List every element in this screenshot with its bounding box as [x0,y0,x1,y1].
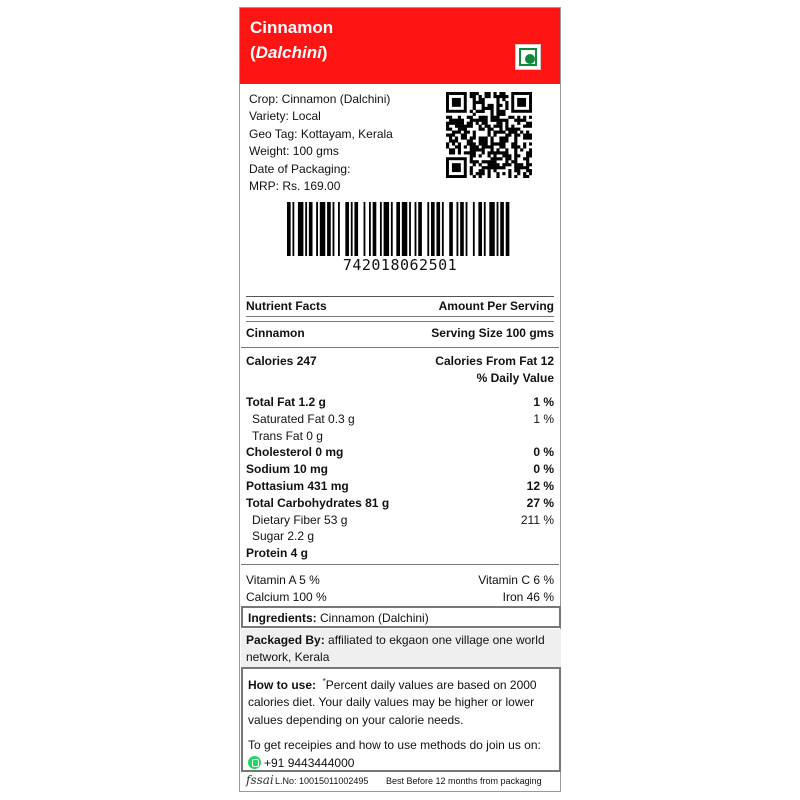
barcode-bar [506,202,510,256]
barcode-bar [449,202,453,256]
join-text: To get receipies and how to use methods do join us on: [248,738,541,753]
how-to-use-line3: values depending on your calorie needs. [248,712,464,727]
nutrient-percent: 211 % [520,512,554,527]
info-weight: Weight: 100 gms [249,144,339,159]
barcode-bar [484,202,486,256]
barcode-bar [402,202,407,256]
barcode-bar [478,202,482,256]
info-crop: Crop: Cinnamon (Dalchini) [249,92,391,106]
barcode-bar [305,202,307,256]
how-to-use-box: How to use: *Percent daily values are based on 2000 calories diet. Your daily values may be higher or lower values depending on your calorie needs. To get receipies and how to use methods do join us on: +91 9443444000 [241,667,561,772]
nutrient-name: Protein 4 g [246,546,309,561]
barcode-bar [369,202,371,256]
best-before: Best Before 12 months from packaging [386,776,542,786]
nutrient-name: Saturated Fat 0.3 g [252,411,355,426]
ingredients-value: Cinnamon (Dalchini) [316,611,429,625]
nutrient-name: Trans Fat 0 g [252,428,323,443]
barcode-bar [316,202,318,256]
info-variety: Variety: Local [249,109,321,124]
barcode-bar [489,202,494,256]
barcode-bar [373,202,377,256]
barcode-bar [320,202,325,256]
nutrient-percent: 12 % [526,479,554,493]
divider [241,347,559,348]
fssai-logo: fssai [246,773,274,787]
barcode-bar [309,202,313,256]
phone-number[interactable]: +91 9443444000 [264,755,355,770]
nutrient-name: Cholesterol 0 mg [246,445,344,460]
nutrient-name: Dietary Fiber 53 g [252,512,348,527]
nutrient-name: Total Carbohydrates 81 g [246,495,390,510]
nutrient-name: Sugar 2.2 g [252,529,315,544]
info-date: Date of Packaging: [249,161,351,176]
nutrient-name: Pottasium 431 mg [246,479,349,493]
ingredients-label: Ingredients: [248,611,317,625]
packaged-line2: network, Kerala [246,650,330,665]
veg-symbol-icon [515,44,541,70]
barcode-bar [442,202,444,256]
product-label: Cinnamon (Dalchini) Crop: Cinnamon (Dalchini) Variety: Local Geo Tag: Kottayam, Kerala Weight: 100 gms Date of Packaging: MRP: Rs. 169.00 742018062501 Nutrient Facts Amount Per Serving Cinnamon Serving Size 100 gms Calories 247 Calories From Fat 12 % Daily Value Total Fat 1.2 g 1 % Saturated Fat 0.3 g 1 % Trans Fat 0 g Cholesterol 0 mg 0 % Sodium 10 mg 0 % Pottasium 431 mg 12 % Total Carbohydrates 81 g 27 % Dietary Fiber 53 g 211 % Sugar 2.2 g Protein 4 g Vitamin A 5 % Vitamin C 6 % Calcium 100 % Iron 46 % Ingredients: Cinnamon (Dalchini) Packaged By: affiliated to ekgaon one village one world network, Kerala How to use: *Percent daily values are based on 2000 calories diet. Your daily values may be higher or lower values depending on your calorie needs. To get receipies and how to use methods do join us on: +91 9443444000 fssai L.No: 10015011002495 Best Before 12 months from packaging [239,7,561,792]
divider [246,321,554,322]
barcode-bar [380,202,382,256]
barcode-bar [497,202,499,256]
barcode-bar [351,202,353,256]
how-to-use-label: How to use: [248,678,316,692]
nutrient-percent: 27 % [526,495,554,510]
barcode-bar [345,202,349,256]
divider [246,316,554,317]
barcode-bar [457,202,459,256]
divider [241,564,559,565]
barcode-bar [287,202,291,256]
barcode-bar [409,202,411,256]
barcode-bar [364,202,366,256]
nutrient-percent: 0 % [533,462,554,477]
how-to-use-line1: Percent daily values are based on 2000 [325,678,537,692]
barcode-bar [473,202,475,256]
barcode-bar [500,202,504,256]
nutrient-name: Sodium 10 mg [246,462,329,477]
qr-code[interactable] [446,92,532,178]
info-mrp: MRP: Rs. 169.00 [249,179,341,194]
nutrient-percent: 1 % [533,395,554,409]
barcode-bar [327,202,331,256]
label-header [240,8,560,84]
barcode-bar [466,202,468,256]
ingredients-box [241,606,561,628]
barcode-bar [354,202,358,256]
barcode-bar [298,202,303,256]
product-title: Cinnamon [250,18,334,37]
barcode [287,202,513,256]
info-geo-tag: Geo Tag: Kottayam, Kerala [249,126,393,141]
license-number: L.No: 10015011002495 [275,776,369,786]
barcode-bar [338,202,340,256]
how-to-use-line2: calories diet. Your daily values may be higher or lower [248,695,535,710]
packaged-label: Packaged By: [246,633,325,647]
barcode-number: 742018062501 [342,256,458,274]
nutrient-percent: 0 % [533,445,554,460]
barcode-bar [415,202,417,256]
barcode-bar [460,202,464,256]
product-subtitle: (Dalchini) [250,43,328,62]
divider [246,296,554,297]
whatsapp-icon [248,756,261,769]
nutrient-name: Total Fat 1.2 g [246,395,326,409]
barcode-bar [384,202,389,256]
packaged-by-box [241,629,561,667]
nutrient-percent: 1 % [533,411,554,426]
packaged-line1: affiliated to ekgaon one village one world [324,633,545,647]
barcode-bar [431,202,435,256]
product-info [249,91,393,195]
barcode-bar [436,202,440,256]
barcode-bar [292,202,294,256]
barcode-bar [391,202,393,256]
barcode-bar [418,202,422,256]
barcode-bar [396,202,400,256]
barcode-bar [333,202,335,256]
barcode-bar [427,202,429,256]
